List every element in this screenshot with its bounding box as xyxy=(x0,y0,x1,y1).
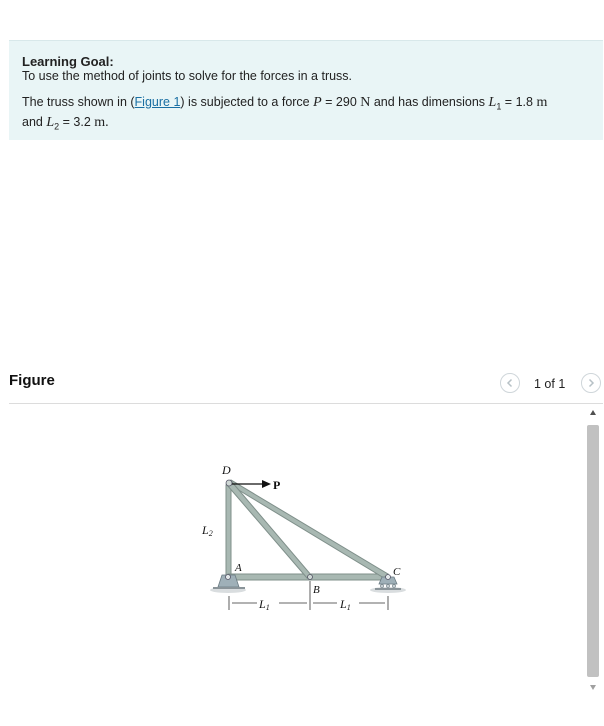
l1-symbol: L xyxy=(488,95,497,110)
scrollbar-thumb[interactable] xyxy=(587,425,599,677)
dimension-lines xyxy=(229,581,388,610)
label-joint-d: D xyxy=(222,463,231,477)
learning-goal-subtitle: To use the method of joints to solve for the forces in a truss. xyxy=(22,69,353,83)
l2-unit: m. xyxy=(94,114,109,130)
figure-pager: 1 of 1 xyxy=(534,377,566,391)
scroll-up-arrow-icon[interactable] xyxy=(589,409,597,417)
previous-figure-button[interactable] xyxy=(500,373,520,393)
learning-goal-panel xyxy=(9,40,603,140)
label-force-p: P xyxy=(273,478,281,492)
next-figure-button[interactable] xyxy=(581,373,601,393)
figure-scrollbar[interactable] xyxy=(583,405,603,695)
l2-subscript: 2 xyxy=(54,121,60,131)
truss-members xyxy=(226,480,388,580)
label-joint-b: B xyxy=(313,584,320,596)
l1-unit: m xyxy=(536,95,548,110)
l1-value: = 1.8 xyxy=(501,95,537,109)
statement-text: and has dimensions xyxy=(370,95,489,109)
figure-viewport xyxy=(9,405,603,695)
joint-d-pin xyxy=(226,480,232,486)
member-dc xyxy=(227,480,388,578)
l2-value: = 3.2 xyxy=(59,114,95,129)
chevron-right-icon xyxy=(586,378,596,388)
truss-diagram xyxy=(9,405,589,695)
problem-statement xyxy=(22,95,590,134)
joint-b-pin xyxy=(308,575,313,580)
figure-title: Figure xyxy=(9,372,55,389)
learning-goal-title: Learning Goal: xyxy=(22,54,114,69)
force-unit: N xyxy=(360,95,371,110)
statement-text: The truss shown in ( xyxy=(22,95,135,109)
figure-header xyxy=(9,366,603,404)
force-value: = 290 xyxy=(321,95,361,109)
statement-text: ) is subjected to a force xyxy=(180,95,314,109)
l2-symbol: L xyxy=(46,114,55,130)
label-joint-a: A xyxy=(235,562,242,574)
scroll-down-arrow-icon[interactable] xyxy=(589,683,597,691)
force-symbol: P xyxy=(313,95,322,110)
label-dim-l1-right: L1 xyxy=(340,597,351,612)
l1-subscript: 1 xyxy=(496,101,502,112)
label-joint-c: C xyxy=(393,566,401,578)
chevron-left-icon xyxy=(505,378,515,388)
label-dim-l2: L2 xyxy=(202,523,213,538)
member-ad xyxy=(226,485,231,577)
figure-link[interactable]: Figure 1 xyxy=(134,95,181,109)
statement-text: and xyxy=(22,114,47,129)
label-dim-l1-left: L1 xyxy=(259,597,270,612)
